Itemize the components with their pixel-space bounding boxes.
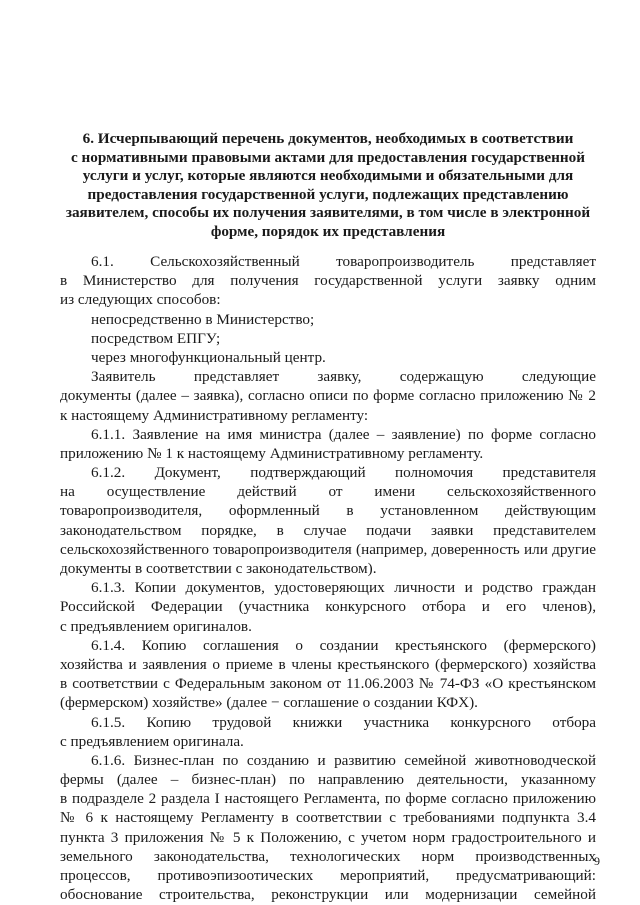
paragraph-line: фермы (далее – бизнес-план) по направлению деятельности, указанному bbox=[60, 771, 596, 789]
paragraph-line: 6.1.1. Заявление на имя министра (далее – заявление) по форме согласно bbox=[91, 425, 596, 443]
paragraph-line: из следующих способов: bbox=[60, 291, 221, 309]
list-item: посредством ЕПГУ; bbox=[91, 329, 221, 347]
list-item: через многофункциональный центр. bbox=[91, 348, 326, 366]
paragraph-line: 6.1.5. Копию трудовой книжки участника конкурсного отбора bbox=[91, 713, 596, 731]
body-text bbox=[60, 252, 596, 904]
heading-line: с нормативными правовыми актами для предоставления государственной bbox=[71, 148, 585, 166]
paragraph-line: 6.1.6. Бизнес-план по созданию и развитию семейной животноводческой bbox=[91, 751, 596, 769]
page-number: 9 bbox=[594, 854, 600, 868]
paragraph-line: 6.1.4. Копию соглашения о создании крестьянского (фермерского) bbox=[91, 636, 596, 654]
paragraph-line: приложению № 1 к настоящему Административному регламенту. bbox=[60, 444, 484, 462]
paragraph-line: обоснование строительства, реконструкции или модернизации семейной bbox=[60, 886, 596, 904]
paragraph-line: документы (далее – заявка), согласно описи по форме согласно приложению № 2 bbox=[60, 387, 596, 405]
paragraph-line: пункта 3 приложения № 5 к Положению, с учетом норм градостроительного и bbox=[60, 828, 596, 846]
paragraph-line: в подразделе 2 раздела I настоящего Регламента, по форме согласно приложению bbox=[60, 790, 596, 808]
paragraph-line: документы в соответствии с законодательством). bbox=[60, 560, 377, 577]
paragraph-line: товаропроизводителя, оформленный в установленном действующим bbox=[60, 502, 596, 520]
paragraph-line: к настоящему Административному регламенту: bbox=[60, 406, 369, 424]
paragraph-line: в соответствии с Федеральным законом от 11.06.2003 № 74-ФЗ «О крестьянском bbox=[60, 675, 596, 693]
paragraph-line: № 6 к настоящему Регламенту в соответствии с требованиями подпункта 3.4 bbox=[60, 809, 596, 827]
section-heading bbox=[60, 130, 596, 242]
list-item: непосредственно в Министерство; bbox=[91, 310, 315, 328]
paragraph-line: Заявитель представляет заявку, содержащую следующие bbox=[91, 368, 596, 386]
paragraph-line: сельскохозяйственного товаропроизводителя (например, доверенность или другие bbox=[60, 540, 596, 558]
paragraph-line: на осуществление действий от имени сельскохозяйственного bbox=[60, 483, 596, 501]
paragraph-line: Российской Федерации (участника конкурсного отбора и его членов), bbox=[60, 598, 596, 616]
heading-line: услуги и услуг, которые являются необходимыми и обязательными для bbox=[82, 167, 574, 185]
paragraph-line: законодательством порядке, в случае подачи заявки представителем bbox=[60, 521, 596, 539]
paragraph-line: с предъявлением оригинала. bbox=[60, 732, 244, 750]
paragraph-line: хозяйства и заявления о приеме в члены крестьянского (фермерского) хозяйства bbox=[60, 655, 596, 673]
heading-line: предоставления государственной услуги, подлежащих представлению bbox=[87, 185, 569, 203]
paragraph-line: 6.1.2. Документ, подтверждающий полномочия представителя bbox=[91, 464, 596, 482]
paragraph-line: в Министерство для получения государственной услуги заявку одним bbox=[60, 272, 596, 290]
heading-line: заявителем, способы их получения заявителями, в том числе в электронной bbox=[65, 204, 591, 222]
paragraph-line: земельного законодательства, технологических норм производственных bbox=[60, 847, 596, 865]
heading-line: 6. Исчерпывающий перечень документов, необходимых в соответствии bbox=[82, 130, 574, 147]
paragraph-line: процессов, противоэпизоотических мероприятий, предусматривающий: bbox=[60, 867, 596, 884]
paragraph-line: 6.1.3. Копии документов, удостоверяющих личности и родство граждан bbox=[91, 579, 596, 597]
paragraph-line: 6.1. Сельскохозяйственный товаропроизводитель представляет bbox=[91, 253, 596, 270]
heading-line: форме, порядок их представления bbox=[210, 222, 446, 240]
paragraph-line: с предъявлением оригиналов. bbox=[60, 617, 252, 635]
paragraph-line: (фермерском) хозяйстве» (далее − соглашение о создании КФХ). bbox=[60, 694, 478, 712]
